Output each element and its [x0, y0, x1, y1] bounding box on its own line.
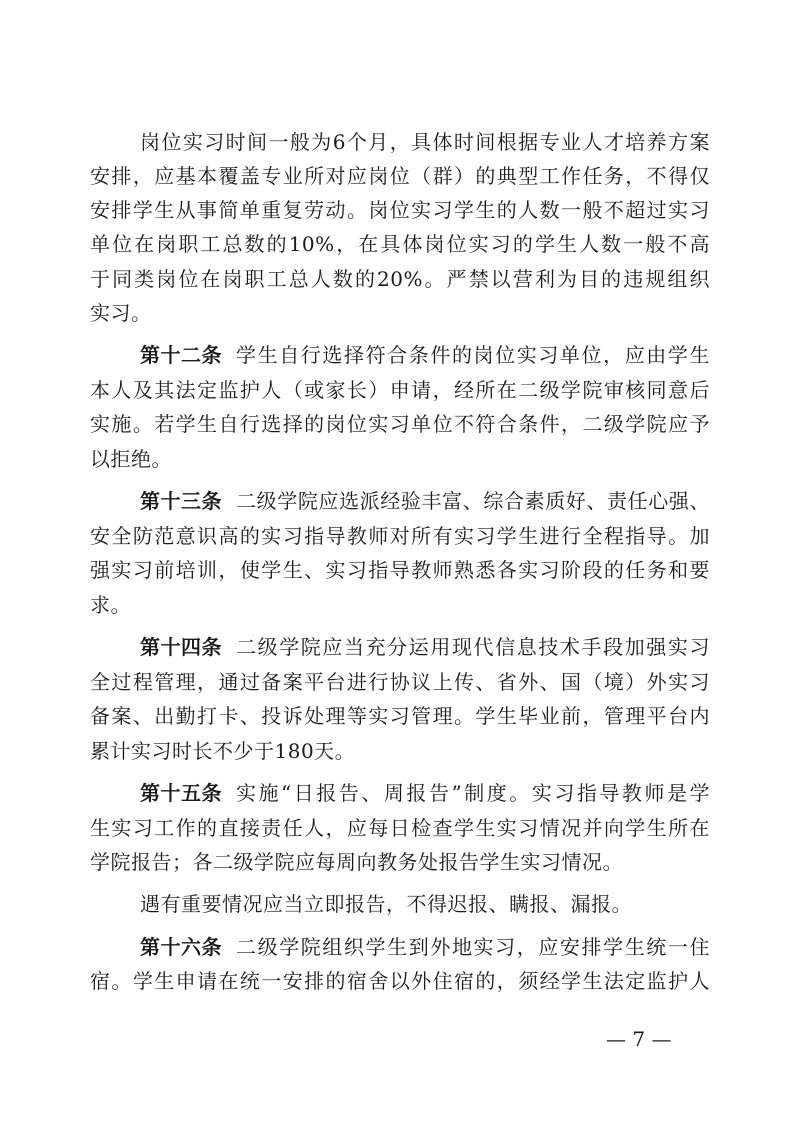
paragraph-line: 安排学生从事简单重复劳动。岗位实习学生的人数一般不超过实习 — [90, 198, 710, 222]
paragraph-line: 本人及其法定监护人（或家长）申请，经所在二级学院审核同意后 — [90, 378, 710, 402]
paragraph-line: 备案、出勤打卡、投诉处理等实习管理。学生毕业前，管理平台内 — [90, 704, 710, 728]
article-title: 第十二条 — [140, 343, 222, 367]
paragraph-line: 安排，应基本覆盖专业所对应岗位（群）的典型工作任务，不得仅 — [90, 164, 710, 188]
article-text: 学生自行选择符合条件的岗位实习单位，应由学生 — [236, 343, 710, 367]
article-15-first-line — [140, 780, 710, 806]
article-14-first-line — [140, 634, 710, 660]
paragraph-line: 累计实习时长不少于180天。 — [90, 739, 356, 763]
paragraph-line: 以拒绝。 — [90, 447, 172, 471]
article-12-first-line — [140, 342, 710, 368]
paragraph-line: 于同类岗位在岗职工总人数的20%。严禁以营利为目的违规组织 — [90, 267, 710, 291]
paragraph-line: 岗位实习时间一般为6个月，具体时间根据专业人才培养方案 — [140, 130, 710, 154]
paragraph-line: 学院报告；各二级学院应每周向教务处报告学生实习情况。 — [90, 850, 623, 874]
article-text: 二级学院组织学生到外地实习，应安排学生统一住 — [236, 935, 710, 959]
paragraph-line: 求。 — [90, 593, 131, 617]
paragraph-line: 生实习工作的直接责任人，应每日检查学生实习情况并向学生所在 — [90, 816, 710, 840]
paragraph-line: 实习。 — [90, 301, 152, 325]
article-title: 第十四条 — [140, 635, 222, 659]
paragraph-line: 实施。若学生自行选择的岗位实习单位不符合条件，二级学院应予 — [90, 412, 710, 436]
article-title: 第十三条 — [140, 489, 222, 513]
paragraph-line: 宿。学生申请在统一安排的宿舍以外住宿的，须经学生法定监护人 — [90, 969, 710, 993]
article-title: 第十六条 — [140, 935, 222, 959]
article-16-first-line — [140, 934, 710, 960]
paragraph-line: 安全防范意识高的实习指导教师对所有实习学生进行全程指导。加 — [90, 524, 710, 548]
paragraph-line: 全过程管理，通过备案平台进行协议上传、省外、国（境）外实习 — [90, 670, 710, 694]
article-title: 第十五条 — [140, 781, 222, 805]
paragraph-line: 强实习前培训，使学生、实习指导教师熟悉各实习阶段的任务和要 — [90, 558, 710, 582]
page-number: — 7 — — [606, 1027, 672, 1051]
article-13-first-line — [140, 488, 710, 514]
paragraph-line: 遇有重要情况应当立即报告，不得迟报、瞒报、漏报。 — [140, 892, 632, 916]
article-text: 二级学院应选派经验丰富、综合素质好、责任心强、 — [236, 489, 710, 513]
paragraph-line: 单位在岗职工总数的10%，在具体岗位实习的学生人数一般不高 — [90, 232, 710, 256]
article-text: 实施“日报告、周报告”制度。实习指导教师是学 — [236, 781, 710, 805]
article-text: 二级学院应当充分运用现代信息技术手段加强实习 — [236, 635, 710, 659]
